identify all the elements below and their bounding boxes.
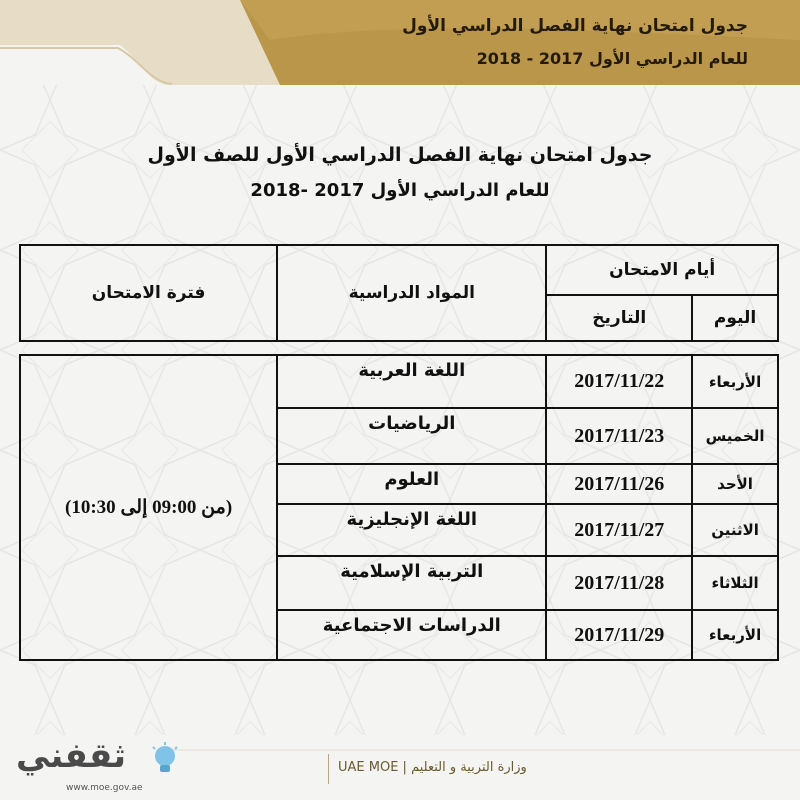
subject-label: الدراسات الاجتماعية [322, 615, 501, 636]
subject-label: الرياضيات [368, 413, 456, 434]
header-exam-days: أيام الامتحان [546, 245, 778, 295]
header-date: التاريخ [546, 295, 692, 341]
cell-period: (من 09:00 إلى 10:30) [20, 355, 277, 660]
page-subtitle: للعام الدراسي الأول 2017 -2018 [250, 180, 550, 201]
banner-title-line2: للعام الدراسي الأول 2017 - 2018 [476, 49, 748, 68]
footer-url[interactable]: www.moe.gov.ae [66, 783, 143, 793]
cell-date: 2017/11/27 [546, 504, 692, 556]
cell-subject [277, 504, 546, 556]
cell-date: 2017/11/26 [546, 464, 692, 504]
cell-day: الأحد [692, 464, 778, 504]
cell-day: الأربعاء [692, 355, 778, 408]
banner-title-line1: جدول امتحان نهاية الفصل الدراسي الأول [402, 16, 748, 36]
table-row [20, 355, 778, 408]
cell-day: الاثنين [692, 504, 778, 556]
exam-schedule-table [19, 244, 779, 661]
subject-label: اللغة الإنجليزية [346, 509, 478, 530]
cell-date: 2017/11/28 [546, 556, 692, 610]
cell-date: 2017/11/29 [546, 610, 692, 660]
cell-subject [277, 610, 546, 660]
header-day: اليوم [692, 295, 778, 341]
page-title: جدول امتحان نهاية الفصل الدراسي الأول للصف الأول [147, 144, 653, 166]
cell-day: الأربعاء [692, 610, 778, 660]
lightbulb-icon [150, 742, 180, 778]
cell-subject [277, 556, 546, 610]
cell-subject [277, 464, 546, 504]
subject-label: التربية الإسلامية [340, 561, 484, 582]
header-period: فترة الامتحان [20, 245, 277, 341]
header-subjects: المواد الدراسية [277, 245, 546, 341]
cell-date: 2017/11/23 [546, 408, 692, 464]
cell-day: الخميس [692, 408, 778, 464]
subject-label: العلوم [384, 469, 440, 490]
cell-subject [277, 408, 546, 464]
cell-subject [277, 355, 546, 408]
cell-day: الثلاثاء [692, 556, 778, 610]
subject-label: اللغة العربية [358, 360, 466, 381]
ministry-label: وزارة التربية و التعليم | UAE MOE [338, 760, 527, 775]
cell-date: 2017/11/22 [546, 355, 692, 408]
banner-title [228, 14, 748, 72]
site-logo: ثقفني [16, 736, 126, 776]
footer-divider [328, 754, 329, 784]
